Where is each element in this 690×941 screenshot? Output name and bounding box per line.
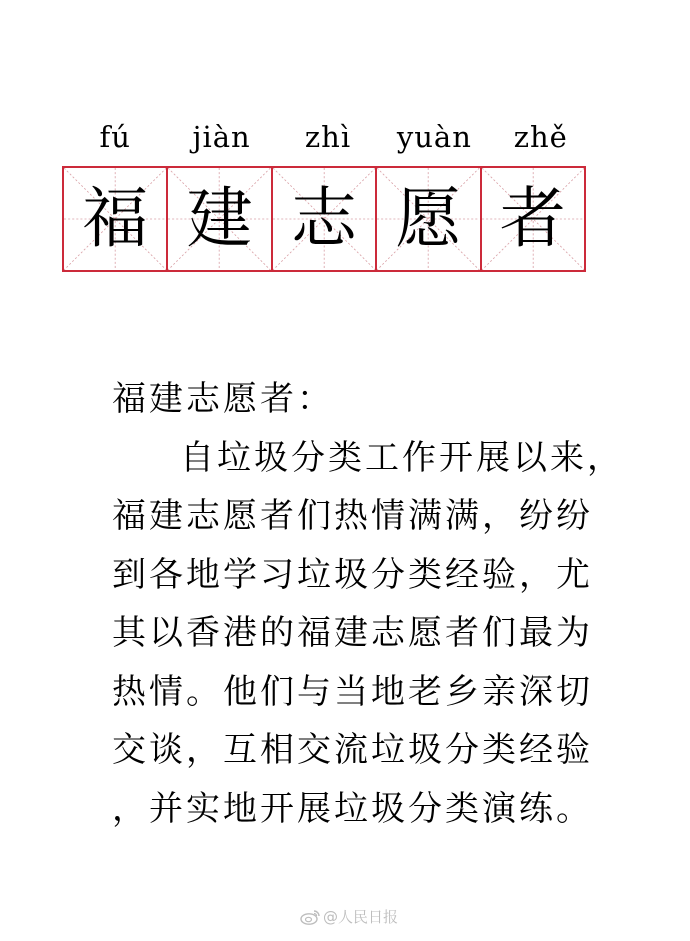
pinyin-yuan: yuàn xyxy=(396,120,472,154)
grid-cell xyxy=(62,166,168,272)
grid-cell xyxy=(166,166,272,272)
letter-line: 到各地学习垃圾分类经验，尤 xyxy=(112,554,593,595)
grid-cell xyxy=(271,166,377,272)
letter-line: 福建志愿者们热情满满，纷纷 xyxy=(112,496,593,536)
title-char-zhe: 者 xyxy=(499,180,566,257)
letter-line: 热情。他们与当地老乡亲深切 xyxy=(112,671,593,712)
weibo-icon xyxy=(300,909,320,925)
watermark xyxy=(300,906,398,927)
grid-cell xyxy=(480,166,586,272)
pinyin-jian: jiàn xyxy=(192,120,251,154)
title-char-zhi: 志 xyxy=(290,180,357,257)
pinyin-fu: fú xyxy=(99,120,131,154)
tianzige-grid xyxy=(62,166,594,272)
pinyin-zhe: zhě xyxy=(513,120,568,154)
letter-salutation: 福建志愿者： xyxy=(112,379,334,419)
letter-line: ，并实地开展垃圾分类演练。 xyxy=(112,788,593,829)
title-char-yuan: 愿 xyxy=(395,180,462,257)
letter-line: 其以香港的福建志愿者们最为 xyxy=(112,613,593,653)
letter-body xyxy=(112,370,622,838)
grid-cell xyxy=(375,166,481,272)
watermark-text: @人民日报 xyxy=(323,908,399,926)
pinyin-zhi: zhì xyxy=(304,120,352,154)
title-char-fu: 福 xyxy=(82,180,149,257)
letter-line: 交谈，互相交流垃圾分类经验 xyxy=(112,730,593,770)
title-char-jian: 建 xyxy=(186,180,253,257)
letter-line: 自垃圾分类工作开展以来， xyxy=(180,437,624,478)
pinyin-row xyxy=(62,112,594,162)
title-block xyxy=(62,112,594,272)
